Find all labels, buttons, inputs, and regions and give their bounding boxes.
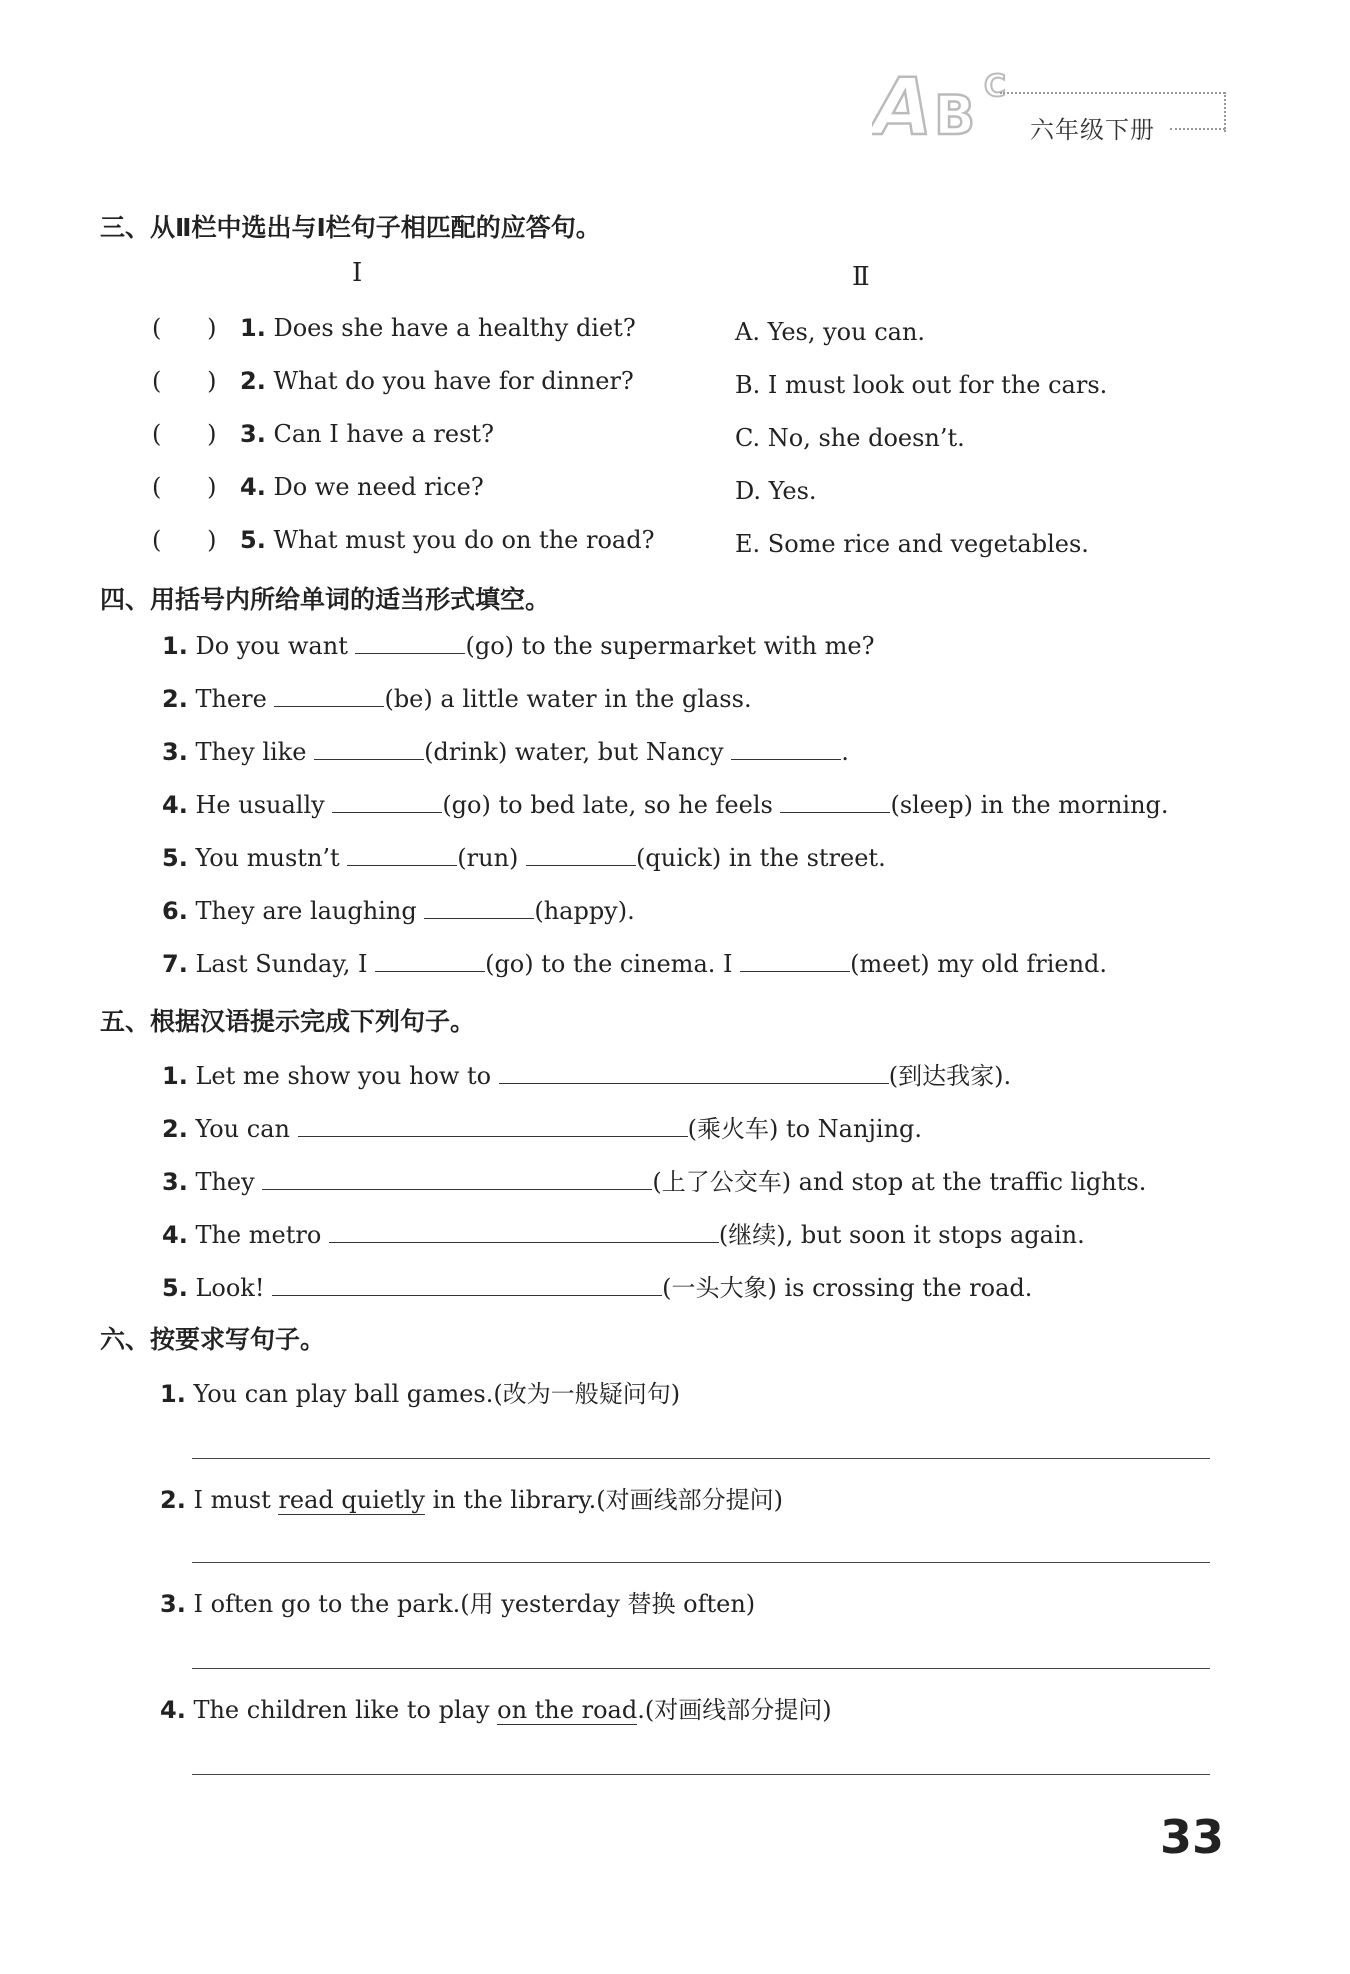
answer-parentheses[interactable]: ( ): [152, 314, 217, 342]
translate-item: 2. You can (乘火车) to Nanjing.: [162, 1115, 923, 1143]
underlined-phrase: on the road: [497, 1696, 638, 1724]
rewrite-item: 1. You can play ball games.(改为一般疑问句): [160, 1380, 681, 1408]
svg-text:C: C: [984, 69, 1007, 104]
answer-blank[interactable]: [731, 738, 841, 760]
fill-blank-item: 3. They like (drink) water, but Nancy .: [162, 738, 849, 766]
answer-blank[interactable]: [740, 950, 850, 972]
svg-text:B: B: [934, 84, 976, 142]
answer-blank[interactable]: [332, 791, 442, 813]
header-dotted-border-bottom: [1170, 128, 1225, 130]
fill-blank-item: 2. There (be) a little water in the glass.: [162, 685, 752, 713]
column-1-heading: I: [352, 258, 363, 288]
rewrite-item: 2. I must read quietly in the library.(对画线部分提问): [160, 1486, 783, 1514]
answer-line[interactable]: [192, 1562, 1210, 1563]
grade-label: 六年级下册: [1030, 116, 1155, 144]
answer-blank[interactable]: [298, 1115, 688, 1137]
fill-blank-item: 5. You mustn’t (run) (quick) in the street.: [162, 844, 886, 872]
section3-title: 三、从Ⅱ栏中选出与Ⅰ栏句子相匹配的应答句。: [100, 213, 601, 242]
match-answer: C. No, she doesn’t.: [735, 424, 965, 452]
match-answer: D. Yes.: [735, 477, 817, 505]
header-dotted-border: [1000, 92, 1225, 94]
rewrite-item: 4. The children like to play on the road.(对画线部分提问): [160, 1696, 832, 1724]
answer-parentheses[interactable]: ( ): [152, 367, 217, 395]
match-question: ( ) 3. Can I have a rest?: [152, 420, 494, 448]
match-question: ( ) 2. What do you have for dinner?: [152, 367, 634, 395]
fill-blank-item: 4. He usually (go) to bed late, so he feels (sleep) in the morning.: [162, 791, 1169, 819]
match-question: ( ) 5. What must you do on the road?: [152, 526, 655, 554]
match-question: ( ) 4. Do we need rice?: [152, 473, 484, 501]
ab-logo-icon: [872, 62, 1022, 142]
answer-blank[interactable]: [347, 844, 457, 866]
fill-blank-item: 1. Do you want (go) to the supermarket with me?: [162, 632, 875, 660]
answer-blank[interactable]: [424, 897, 534, 919]
answer-blank[interactable]: [314, 738, 424, 760]
answer-blank[interactable]: [499, 1062, 889, 1084]
match-answer: E. Some rice and vegetables.: [735, 530, 1089, 558]
rewrite-item: 3. I often go to the park.(用 yesterday 替换 often): [160, 1590, 756, 1618]
translate-item: 5. Look! (一头大象) is crossing the road.: [162, 1274, 1033, 1302]
match-answer: B. I must look out for the cars.: [735, 371, 1108, 399]
answer-parentheses[interactable]: ( ): [152, 526, 217, 554]
fill-blank-item: 6. They are laughing (happy).: [162, 897, 635, 925]
answer-parentheses[interactable]: ( ): [152, 420, 217, 448]
section5-title: 五、根据汉语提示完成下列句子。: [100, 1007, 476, 1036]
answer-line[interactable]: [192, 1668, 1210, 1669]
header-dotted-border-right: [1224, 92, 1226, 132]
underlined-phrase: read quietly: [278, 1486, 425, 1514]
answer-blank[interactable]: [355, 632, 465, 654]
page-header: [872, 62, 1232, 142]
match-answer: A. Yes, you can.: [735, 318, 926, 346]
answer-blank[interactable]: [375, 950, 485, 972]
match-question: ( ) 1. Does she have a healthy diet?: [152, 314, 636, 342]
answer-line[interactable]: [192, 1774, 1210, 1775]
section4-title: 四、用括号内所给单词的适当形式填空。: [100, 585, 551, 614]
answer-blank[interactable]: [526, 844, 636, 866]
translate-item: 3. They (上了公交车) and stop at the traffic lights.: [162, 1168, 1147, 1196]
column-2-heading: Ⅱ: [852, 262, 870, 292]
page-number: 33: [1160, 1810, 1225, 1864]
fill-blank-item: 7. Last Sunday, I (go) to the cinema. I (meet) my old friend.: [162, 950, 1108, 978]
answer-blank[interactable]: [274, 685, 384, 707]
translate-item: 1. Let me show you how to (到达我家).: [162, 1062, 1012, 1090]
answer-blank[interactable]: [329, 1221, 719, 1243]
answer-parentheses[interactable]: ( ): [152, 473, 217, 501]
translate-item: 4. The metro (继续), but soon it stops again.: [162, 1221, 1085, 1249]
answer-line[interactable]: [192, 1458, 1210, 1459]
svg-text:A: A: [872, 63, 933, 142]
answer-blank[interactable]: [780, 791, 890, 813]
answer-blank[interactable]: [272, 1274, 662, 1296]
section6-title: 六、按要求写句子。: [100, 1325, 326, 1354]
answer-blank[interactable]: [262, 1168, 652, 1190]
